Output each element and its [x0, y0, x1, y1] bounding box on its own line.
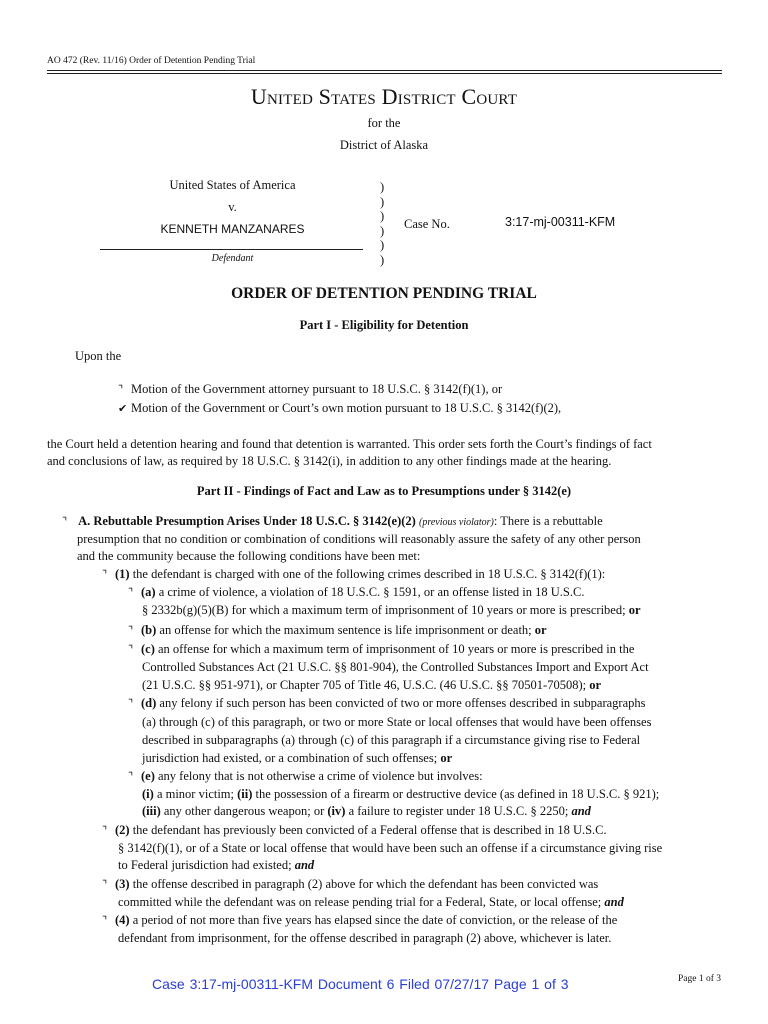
condition-number: (c): [141, 642, 155, 656]
or-label: or: [628, 603, 641, 617]
condition-text: to Federal jurisdiction had existed;: [118, 858, 295, 872]
condition-text: a crime of violence, a violation of 18 U.S.C. § 1591, or an offense listed in 18 U.S.C.: [155, 585, 585, 599]
and-label: and: [604, 895, 624, 909]
condition-1a-line: [142, 603, 641, 618]
condition-1a: [128, 585, 584, 600]
condition-text: the defendant has previously been convicted of a Federal offense that is described in 18 U.S.C.: [129, 823, 607, 837]
roman-label: (iv): [327, 804, 346, 818]
condition-1e-line: [142, 787, 659, 802]
roman-label: (iii): [142, 804, 161, 818]
condition-2-line: § 3142(f)(1), or of a State or local offense that would have been such an offense if a circumstance giving rise: [118, 841, 663, 855]
or-label: or: [589, 678, 602, 692]
paren: ): [380, 238, 385, 252]
unchecked-box-icon[interactable]: ⌝: [102, 878, 108, 891]
condition-text: a failure to register under 18 U.S.C. § 2250;: [345, 804, 572, 818]
part1-heading: Part I - Eligibility for Detention: [299, 318, 469, 332]
paren: ): [380, 194, 385, 209]
page-number: Page 1 of 3: [678, 974, 722, 984]
condition-1e-line: [142, 804, 591, 819]
condition-text: § 2332b(g)(5)(B) for which a maximum term of imprisonment of 10 years or more is prescribed;: [142, 603, 629, 617]
part2-heading: Part II - Findings of Fact and Law as to Presumptions under § 3142(e): [196, 484, 572, 498]
defendant-rule: [100, 249, 363, 250]
motion-option-2: [118, 401, 561, 416]
checked-box-icon[interactable]: ✔: [118, 402, 128, 415]
section-a-text-line: and the community because the following conditions have been met:: [77, 549, 421, 563]
or-label: or: [440, 751, 453, 765]
and-label: and: [294, 858, 315, 872]
condition-1c: [128, 642, 634, 657]
condition-text: an offense for which a maximum term of imprisonment of 10 years or more is prescribed in the: [154, 642, 635, 656]
condition-number: (d): [141, 696, 157, 710]
unchecked-box-icon[interactable]: ⌝: [62, 515, 68, 528]
condition-1d-line: described in subparagraphs (a) through (c) of this paragraph if a circumstance giving rise to Federal: [142, 733, 641, 747]
condition-number: (e): [141, 769, 155, 783]
roman-label: (ii): [237, 787, 253, 801]
section-a-text: : There is a rebuttable: [493, 514, 603, 528]
court-name: United States District Court: [250, 84, 518, 109]
condition-text: a minor victim;: [153, 787, 238, 801]
condition-4: [102, 913, 617, 928]
section-a-title: A. Rebuttable Presumption Arises Under 18 U.S.C. § 3142(e)(2): [78, 514, 416, 528]
header-rule: [47, 70, 722, 71]
motion-2-text: Motion of the Government or Court’s own motion pursuant to 18 U.S.C. § 3142(f)(2),: [131, 401, 562, 415]
condition-number: (2): [115, 823, 130, 837]
unchecked-box-icon[interactable]: ⌝: [128, 770, 134, 783]
unchecked-box-icon[interactable]: ⌝: [102, 824, 108, 837]
finding-text-line: and conclusions of law, as required by 18 U.S.C. § 3142(i), in addition to any other findings made at the hearing.: [47, 454, 612, 468]
defendant-label: Defendant: [211, 253, 254, 264]
condition-3-line: [118, 895, 624, 910]
unchecked-box-icon[interactable]: ⌝: [118, 383, 124, 396]
condition-3: [102, 877, 598, 892]
unchecked-box-icon[interactable]: ⌝: [128, 624, 134, 637]
for-the-label: for the: [367, 116, 401, 130]
condition-4-line: defendant from imprisonment, for the offense described in paragraph (2) above, whichever is later.: [118, 931, 612, 945]
versus-label: v.: [228, 200, 237, 214]
paren: ): [380, 209, 385, 223]
condition-2-line: [118, 858, 314, 873]
condition-1d-line: [142, 751, 452, 766]
condition-number: (b): [141, 623, 157, 637]
section-a-note: (previous violator): [418, 517, 494, 528]
section-a-text-line: presumption that no condition or combination of conditions will reasonably assure the safety of any other person: [77, 532, 641, 546]
condition-1d: [128, 696, 645, 711]
unchecked-box-icon[interactable]: ⌝: [128, 697, 134, 710]
paren: ): [380, 180, 385, 194]
condition-text: the defendant is charged with one of the following crimes described in 18 U.S.C. § 3142(f)(1):: [129, 567, 606, 581]
condition-number: (a): [141, 585, 156, 599]
header-rule: [47, 73, 722, 74]
condition-text: (21 U.S.C. §§ 951-971), or Chapter 705 of Title 46, U.S.C. (46 U.S.C. §§ 70501-70508);: [142, 678, 590, 692]
condition-number: (1): [115, 567, 130, 581]
condition-1c-line: Controlled Substances Act (21 U.S.C. §§ 801-904), the Controlled Substances Import and Export Act: [142, 660, 649, 674]
condition-text: an offense for which the maximum sentence is life imprisonment or death;: [156, 623, 535, 637]
condition-text: committed while the defendant was on release pending trial for a Federal, State, or local offense;: [118, 895, 605, 909]
case-filing-stamp: Case 3:17-mj-00311-KFM Document 6 Filed 07/27/17 Page 1 of 3: [152, 976, 569, 992]
condition-1d-line: (a) through (c) of this paragraph, or two or more State or local offenses that would have been offenses: [142, 715, 652, 729]
condition-2: [102, 823, 607, 838]
defendant-name: KENNETH MANZANARES: [160, 222, 305, 236]
condition-1c-line: [142, 678, 601, 693]
condition-text: the possession of a firearm or destructive device (as defined in 18 U.S.C. § 921);: [252, 787, 660, 801]
or-label: or: [534, 623, 547, 637]
condition-text: any other dangerous weapon; or: [160, 804, 328, 818]
condition-1: [102, 567, 605, 582]
plaintiff-name: United States of America: [169, 178, 296, 192]
roman-label: (i): [142, 787, 154, 801]
unchecked-box-icon[interactable]: ⌝: [128, 643, 134, 656]
unchecked-box-icon[interactable]: ⌝: [128, 586, 134, 599]
form-identifier: AO 472 (Rev. 11/16) Order of Detention Pending Trial: [47, 56, 256, 66]
condition-1b: [128, 623, 547, 638]
condition-number: (4): [115, 913, 130, 927]
paren: ): [380, 223, 385, 238]
and-label: and: [571, 804, 591, 818]
paren: ): [380, 252, 385, 267]
motion-1-text: Motion of the Government attorney pursuant to 18 U.S.C. § 3142(f)(1), or: [131, 382, 503, 396]
upon-label: Upon the: [75, 349, 122, 363]
section-a-heading: [62, 514, 603, 529]
condition-text: the offense described in paragraph (2) above for which the defendant has been convicted was: [129, 877, 599, 891]
case-no-label: Case No.: [404, 217, 450, 231]
finding-text-line: the Court held a detention hearing and found that detention is warranted. This order sets forth the Court’s findings of fact: [47, 437, 652, 451]
condition-text: jurisdiction had existed, or a combination of such offenses;: [142, 751, 441, 765]
condition-text: a period of not more than five years has elapsed since the date of conviction, or the release of the: [129, 913, 618, 927]
district-name: District of Alaska: [339, 138, 429, 152]
unchecked-box-icon[interactable]: ⌝: [102, 914, 108, 927]
condition-number: (3): [115, 877, 130, 891]
unchecked-box-icon[interactable]: ⌝: [102, 568, 108, 581]
condition-text: any felony if such person has been convicted of two or more offenses described in subparagraphs: [156, 696, 646, 710]
case-no-value: 3:17-mj-00311-KFM: [505, 215, 616, 229]
order-title: ORDER OF DETENTION PENDING TRIAL: [231, 285, 537, 302]
motion-option-1: [118, 382, 502, 397]
caption-bracket: [380, 180, 384, 267]
condition-text: any felony that is not otherwise a crime of violence but involves:: [154, 769, 483, 783]
condition-1e: [128, 769, 483, 784]
